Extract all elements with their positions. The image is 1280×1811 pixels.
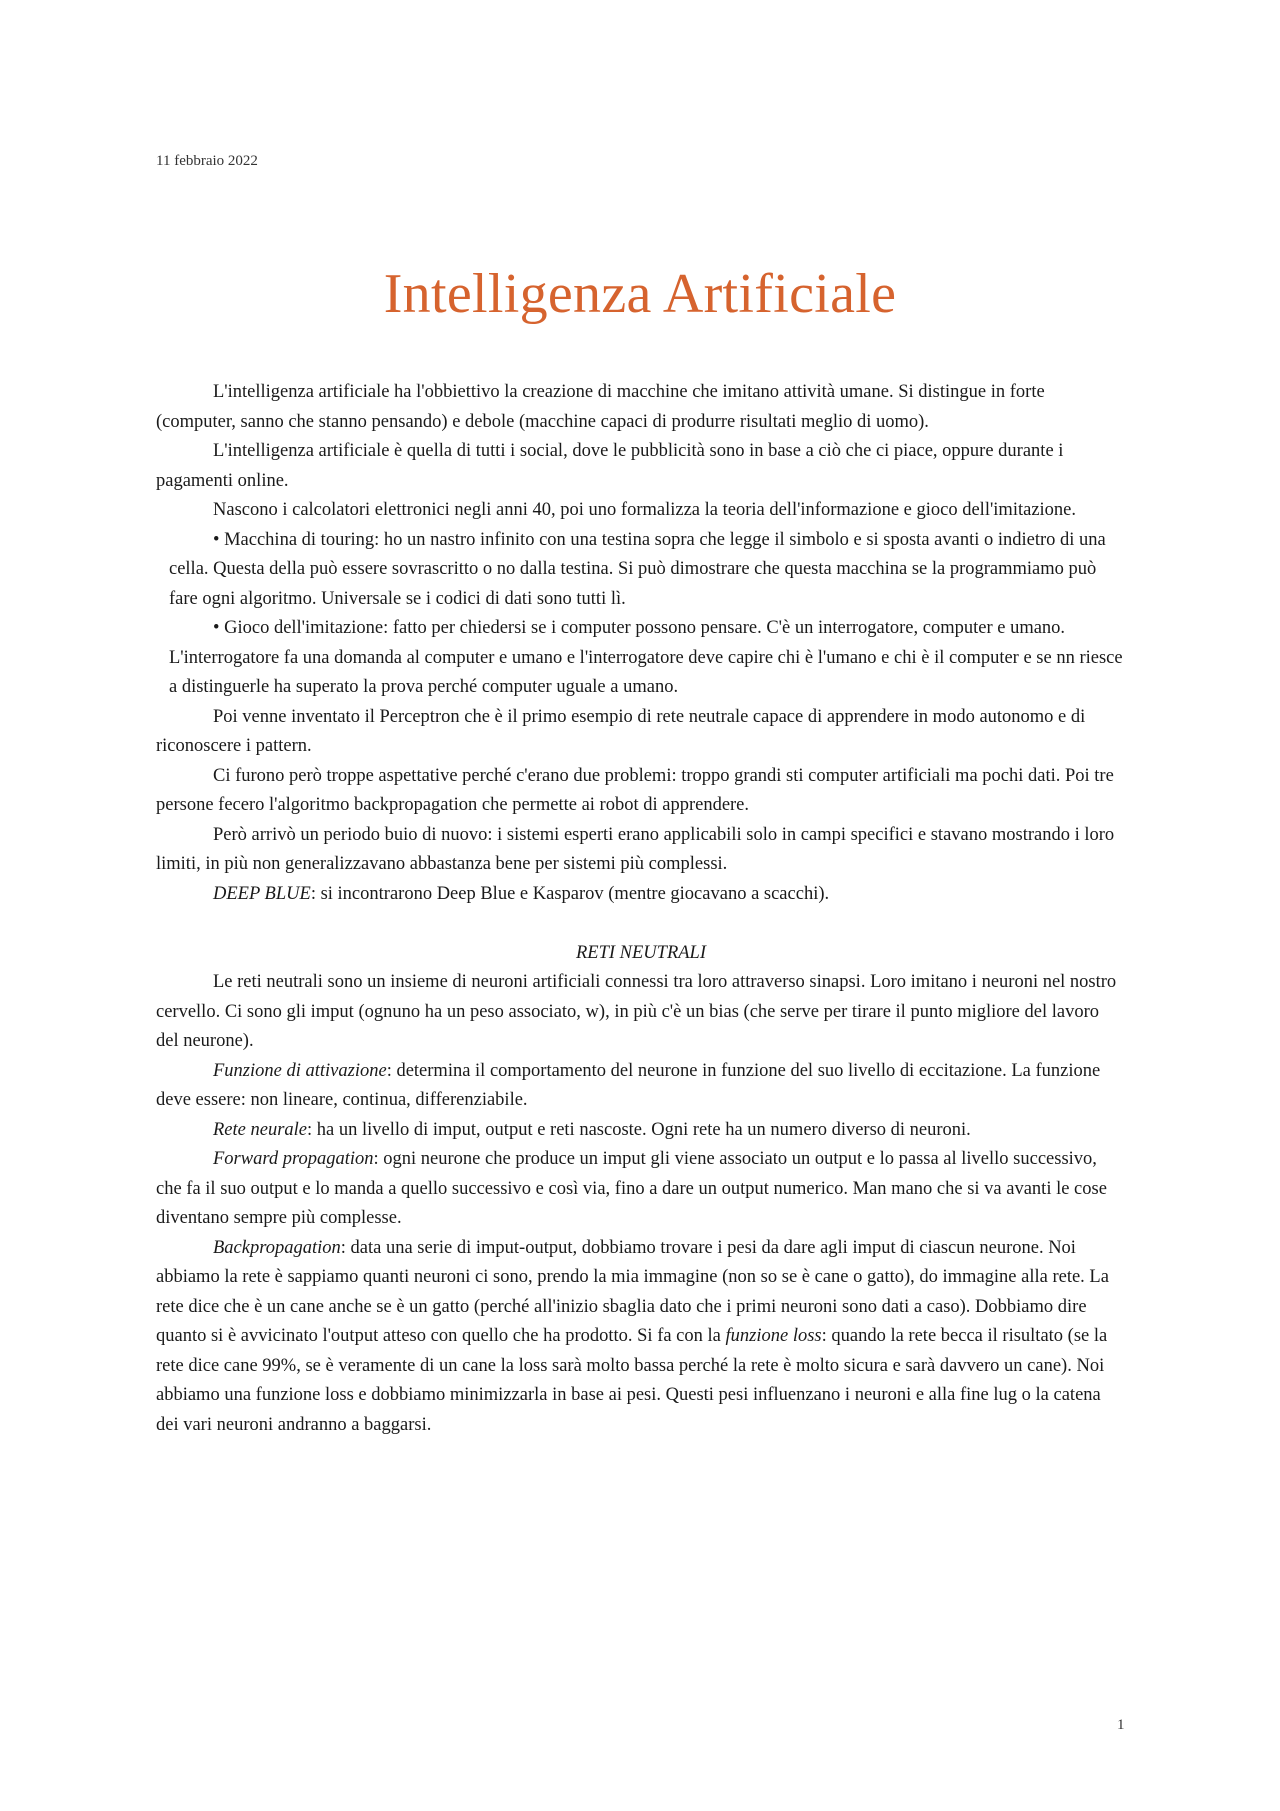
bullet-item: • Macchina di touring: ho un nastro infinito con una testina sopra che legge il simbolo e si sposta avanti o indietro di una cella. Questa della può essere sovrascritto o no dalla testina. Si può dimostrare che questa macchina se la programmiamo può fare ogni algoritmo. Universale se i codici di dati sono tutti lì. (169, 529, 1106, 609)
section-heading: RETI NEUTRALI (575, 942, 706, 963)
term-neural-network: Rete neurale (213, 1119, 307, 1140)
paragraph (156, 1234, 1126, 1441)
bullet-item: • Gioco dell'imitazione: fatto per chiedersi se i computer possono pensare. C'è un interrogatore, computer e umano. L'interrogatore fa una domanda al computer e umano e l'interrogatore deve capire chi è l'umano e chi è il computer e se nn riesce a distinguerle ha superato la prova perché computer uguale a umano. (169, 618, 1123, 697)
page-number: 1 (1117, 1717, 1125, 1733)
term-backpropagation: Backpropagation (213, 1237, 341, 1258)
term-deep-blue: DEEP BLUE (213, 883, 311, 904)
paragraph (156, 1116, 1126, 1146)
paragraph-text: : determina il comportamento del neurone in funzione del suo livello di eccitazione. La funzione deve essere: non lineare, continua, differenziabile. (156, 1060, 1101, 1110)
paragraph-text: : ha un livello di imput, output e reti nascoste. Ogni rete ha un numero diverso di neuroni. (307, 1119, 971, 1140)
paragraph: Ci furono però troppe aspettative perché c'erano due problemi: troppo grandi sti computer artificiali ma pochi dati. Poi tre persone fecero l'algoritmo backpropagation che permette ai robot di apprendere. (156, 765, 1114, 815)
paragraph (156, 1057, 1126, 1116)
paragraph (156, 1145, 1126, 1234)
paragraph: Poi venne inventato il Perceptron che è il primo esempio di rete neutrale capace di apprendere in modo autonomo e di riconoscere i pattern. (156, 706, 1086, 756)
paragraph (156, 880, 1126, 910)
paragraph-text: : si incontrarono Deep Blue e Kasparov (mentre giocavano a scacchi). (310, 883, 830, 904)
paragraph-text: : quando la rete becca il risultato (se la rete dice cane 99%, se è veramente di un cane la loss sarà molto bassa perché la rete è molto sicura e sarà davvero un cane). Noi abbiamo una funzione loss e dobbiamo minimizzarla in base ai pesi. Questi pesi influenzano i neuroni e alla fine lug o la catena dei vari neuroni andranno a baggarsi. (156, 1326, 1108, 1435)
paragraph: Nascono i calcolatori elettronici negli anni 40, poi uno formalizza la teoria dell'informazione e gioco dell'imitazione. (213, 500, 1077, 520)
term-forward-propagation: Forward propagation (213, 1149, 374, 1169)
paragraph: L'intelligenza artificiale ha l'obbiettivo la creazione di macchine che imitano attività umane. Si distingue in forte (computer, sanno che stanno pensando) e debole (macchine capaci di produrre risultati meglio di uomo). (156, 382, 1045, 432)
document-title: Intelligenza Artificiale (383, 263, 897, 325)
paragraph: Però arrivò un periodo buio di nuovo: i sistemi esperti erano applicabili solo in campi specifici e stavano mostrando i loro limiti, in più non generalizzavano abbastanza bene per sistemi più complessi. (156, 824, 1115, 874)
paragraph-text: : ogni neurone che produce un imput gli viene associato un output e lo passa al livello successivo, che fa il suo output e lo manda a quello successivo e così via, fino a dare un output numerico. Man mano che si va avanti le cose diventano sempre più complesse. (156, 1149, 1107, 1228)
paragraph-text: : data una serie di imput-output, dobbiamo trovare i pesi da dare agli imput di ciascun neurone. Noi abbiamo la rete è sappiamo quanti neuroni ci sono, prendo la mia immagine (non so se è cane o gatto), do immagine alla rete. La rete dice che è un cane anche se è un gatto (perché all'inizio sbaglia dato che i primi neuroni sono dati a caso). Dobbiamo dire quanto si è avvicinato l'output atteso con quello che ha prodotto. Si fa con la (156, 1237, 1109, 1346)
term-loss-function: funzione loss (725, 1326, 822, 1346)
paragraph: Le reti neutrali sono un insieme di neuroni artificiali connessi tra loro attraverso sinapsi. Loro imitano i neuroni nel nostro cervello. Ci sono gli imput (ognuno ha un peso associato, w), in più c'è un bias (che serve per tirare il punto migliore del lavoro del neurone). (156, 972, 1117, 1051)
document-body (156, 378, 1126, 1440)
paragraph: L'intelligenza artificiale è quella di tutti i social, dove le pubblicità sono in base a ciò che ci piace, oppure durante i pagamenti online. (156, 441, 1064, 491)
term-activation-function: Funzione di attivazione (213, 1060, 387, 1081)
document-date: 11 febbraio 2022 (156, 153, 258, 169)
